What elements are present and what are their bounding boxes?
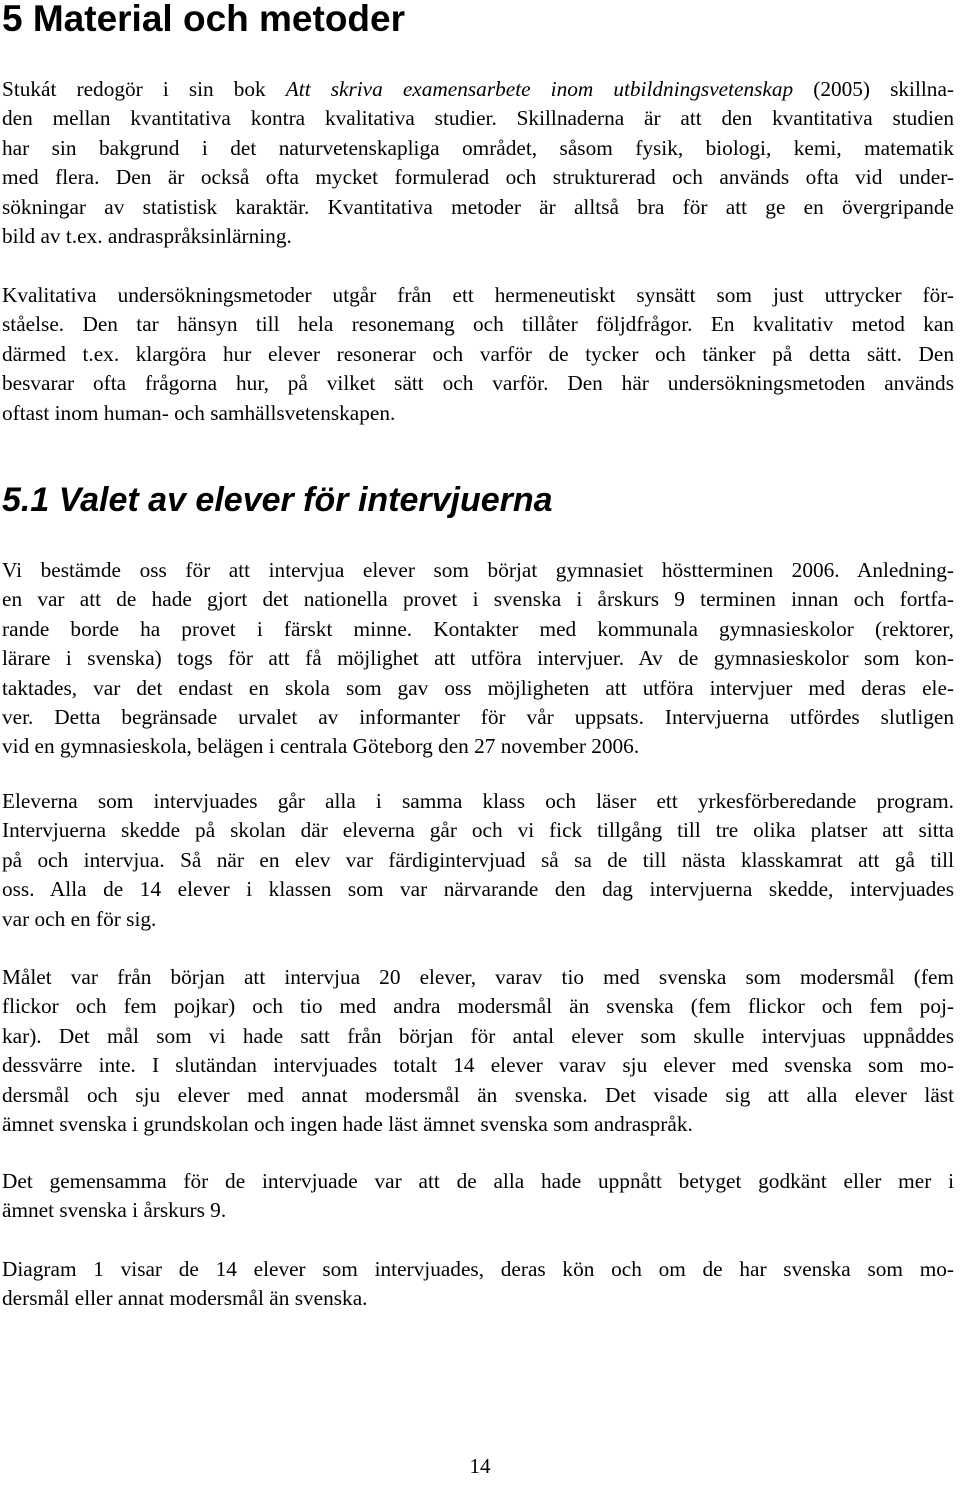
text-line: har sin bakgrund i det naturvetenskapliga området, såsom fysik, biologi, kemi, matematik	[2, 135, 954, 160]
text-line: var och en för sig.	[2, 906, 157, 931]
text-line: rande borde ha provet i färskt minne. Kontakter med kommunala gymnasieskolor (rektorer,	[2, 616, 954, 641]
text-line: dessvärre inte. I slutändan intervjuades totalt 14 elever varav sju elever med svenska som mo-	[2, 1053, 954, 1078]
text-line: flickor och fem pojkar) och tio med andra modersmål än svenska (fem flickor och fem poj-	[2, 994, 954, 1019]
text-line: Målet var från början att intervjua 20 elever, varav tio med svenska som modersmål (fem	[2, 965, 954, 989]
book-title: Att skriva examensarbete inom utbildningsvetenskap	[285, 77, 794, 101]
text-line: ämnet svenska i årskurs 9.	[2, 1198, 227, 1223]
text-line: sökningar av statistisk karaktär. Kvantitativa metoder är alltså bra för att ge en övergripande	[2, 194, 954, 219]
chapter-heading: 5 Material och metoder	[2, 0, 406, 39]
text-line: ver. Detta begränsade urvalet av informanter för vår uppsats. Intervjuerna utfördes slutligen	[2, 705, 954, 730]
text-line: dersmål eller annat modersmål än svenska.	[2, 1286, 368, 1311]
text-line: dersmål och sju elever med annat modersmål än svenska. Det visade sig att alla elever läst	[2, 1082, 954, 1107]
text-line: vid en gymnasieskola, belägen i centrala Göteborg den 27 november 2006.	[2, 734, 640, 759]
text-line: därmed t.ex. klargöra hur elever resonerar och varför de tycker och tänker på detta sätt. Den	[2, 341, 954, 366]
text-line: den mellan kvantitativa kontra kvalitativa studier. Skillnaderna är att den kvantitativa studien	[2, 106, 954, 131]
text-line: Kvalitativa undersökningsmetoder utgår från ett hermeneutiskt synsätt som just uttrycker för-	[2, 283, 954, 307]
text-line: kar). Det mål som vi hade satt från början för antal elever som skulle intervjuas uppnåddes	[2, 1023, 954, 1048]
section-heading: 5.1 Valet av elever för intervjuerna	[2, 481, 553, 519]
paragraph-methods-quantitative	[2, 75, 954, 251]
text-line: Det gemensamma för de intervjuade var att de alla hade uppnått betyget godkänt eller mer i	[2, 1169, 954, 1193]
text-line: oftast inom human- och samhällsvetenskapen.	[2, 400, 396, 425]
paragraph-common	[2, 1167, 954, 1226]
text-line: lärare i svenska) togs för att få möjlighet att utföra intervjuer. Av de gymnasieskolor som kon-	[2, 646, 954, 671]
text-line: Eleverna som intervjuades går alla i samma klass och läser ett yrkesförberedande program.	[2, 789, 954, 813]
paragraph-goal	[2, 963, 954, 1139]
text-line: oss. Alla de 14 elever i klassen som var närvarande den dag intervjuerna skedde, intervjuades	[2, 877, 954, 902]
paragraph-methods-qualitative	[2, 281, 954, 428]
text-line: Vi bestämde oss för att intervjua elever som börjat gymnasiet höstterminen 2006. Anledning-	[2, 558, 954, 582]
text-line: en var att de hade gjort det nationella provet i svenska i årskurs 9 terminen innan och fortfa-	[2, 587, 954, 612]
text-line: på och intervjua. Så när en elev var färdigintervjuad så sa de till nästa klasskamrat att gå till	[2, 847, 954, 872]
text-line: bild av t.ex. andraspråksinlärning.	[2, 224, 292, 249]
text-line: besvarar ofta frågorna hur, på vilket sätt och varför. Den här undersökningsmetoden används	[2, 371, 954, 396]
text-line: Diagram 1 visar de 14 elever som intervjuades, deras kön och om de har svenska som mo-	[2, 1257, 954, 1281]
paragraph-interviewees	[2, 787, 954, 934]
text-line: ståelse. Den tar hänsyn till hela resonemang och tillåter följdfrågor. En kvalitativ metod kan	[2, 312, 954, 337]
text-line: ämnet svenska i grundskolan och ingen hade läst ämnet svenska som andraspråk.	[2, 1112, 693, 1137]
paragraph-selection	[2, 556, 954, 762]
text-line: Stukát redogör i sin bok Att skriva examensarbete inom utbildningsvetenskap (2005) skillna-	[2, 77, 954, 101]
page-number: 14	[469, 1454, 491, 1478]
paragraph-diagram-reference	[2, 1255, 954, 1314]
text-line: Intervjuerna skedde på skolan där eleverna går och vi fick tillgång till tre olika platser att sitta	[2, 818, 954, 843]
text-line: taktades, var det endast en skola som gav oss möjligheten att utföra intervjuer med deras ele-	[2, 675, 954, 700]
text-line: med flera. Den är också ofta mycket formulerad och strukturerad och används ofta vid under-	[2, 165, 954, 190]
